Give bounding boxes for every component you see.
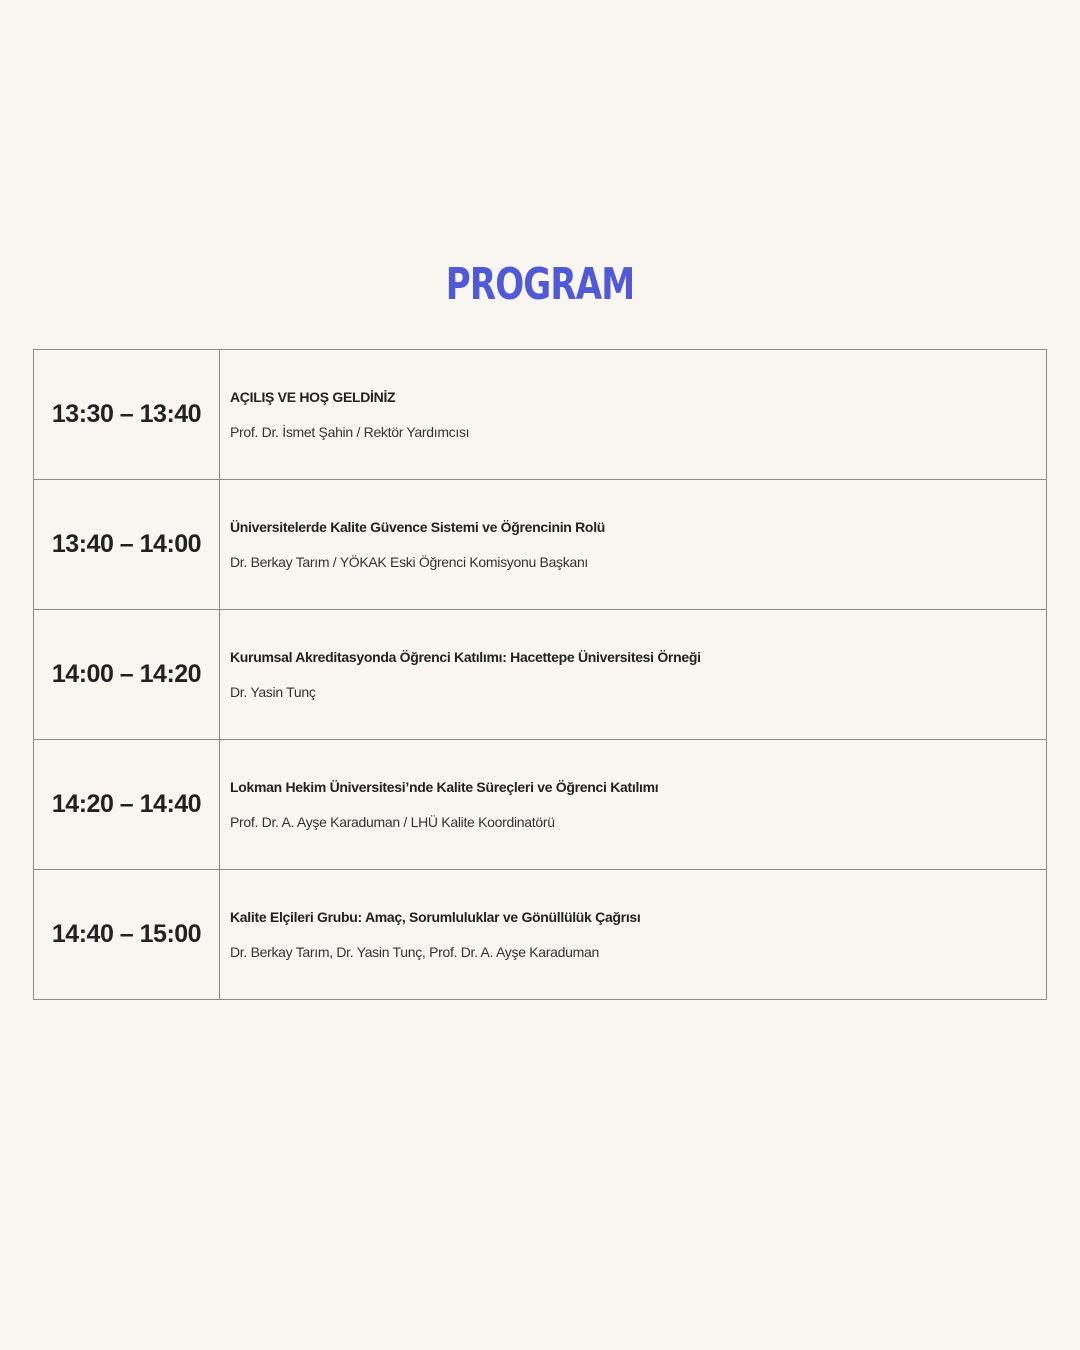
table-row bbox=[34, 740, 1046, 870]
session-time: 14:00 – 14:20 bbox=[34, 610, 220, 739]
page-title: PROGRAM bbox=[445, 259, 635, 310]
session-content bbox=[220, 480, 1046, 609]
session-speaker: Dr. Berkay Tarım, Dr. Yasin Tunç, Prof. Dr. A. Ayşe Karaduman bbox=[230, 943, 599, 960]
session-time: 13:40 – 14:00 bbox=[34, 480, 220, 609]
session-time: 14:20 – 14:40 bbox=[34, 740, 220, 869]
table-row bbox=[34, 480, 1046, 610]
session-content bbox=[220, 350, 1046, 479]
session-title: Kurumsal Akreditasyonda Öğrenci Katılımı: Hacettepe Üniversitesi Örneği bbox=[230, 648, 701, 665]
session-content bbox=[220, 870, 1046, 999]
session-title: Kalite Elçileri Grubu: Amaç, Sorumluluklar ve Gönüllülük Çağrısı bbox=[230, 908, 641, 925]
session-speaker: Dr. Berkay Tarım / YÖKAK Eski Öğrenci Komisyonu Başkanı bbox=[230, 553, 589, 570]
program-table bbox=[33, 349, 1047, 1000]
table-row bbox=[34, 610, 1046, 740]
session-title: AÇILIŞ VE HOŞ GELDİNİZ bbox=[230, 388, 396, 405]
table-row bbox=[34, 870, 1046, 999]
session-time: 14:40 – 15:00 bbox=[34, 870, 220, 999]
session-content bbox=[220, 610, 1046, 739]
session-speaker: Prof. Dr. İsmet Şahin / Rektör Yardımcısı bbox=[230, 423, 470, 440]
session-time: 13:30 – 13:40 bbox=[34, 350, 220, 479]
session-content bbox=[220, 740, 1046, 869]
session-speaker: Prof. Dr. A. Ayşe Karaduman / LHÜ Kalite Koordinatörü bbox=[230, 813, 555, 830]
session-title: Üniversitelerde Kalite Güvence Sistemi ve Öğrencinin Rolü bbox=[230, 518, 606, 535]
session-title: Lokman Hekim Üniversitesi’nde Kalite Süreçleri ve Öğrenci Katılımı bbox=[230, 778, 659, 795]
table-row bbox=[34, 350, 1046, 480]
session-speaker: Dr. Yasin Tunç bbox=[230, 683, 316, 700]
